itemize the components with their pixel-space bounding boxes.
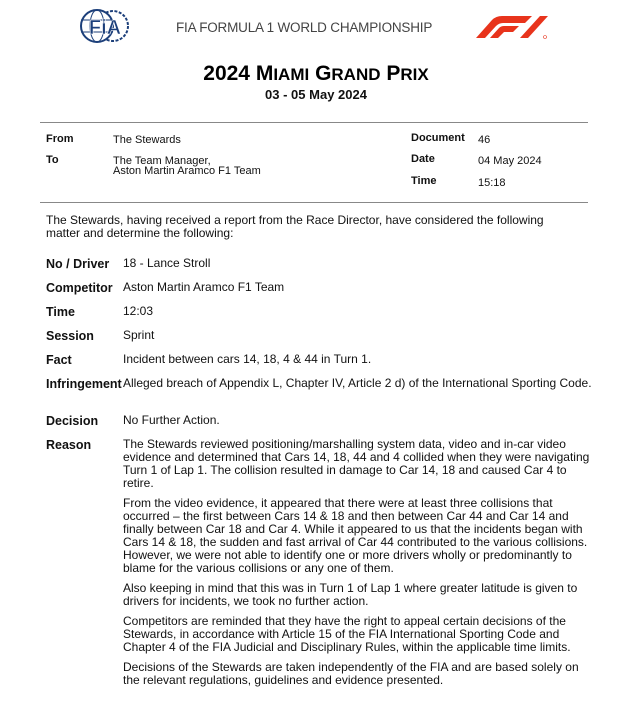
divider <box>40 122 588 123</box>
competitor-value: Aston Martin Aramco F1 Team <box>123 280 285 294</box>
title-part: RIX <box>400 65 429 84</box>
title-part: M <box>255 62 274 85</box>
session-label: Session <box>46 329 94 343</box>
title-year: 2024 <box>203 62 250 85</box>
event-dates: 03 - 05 May 2024 <box>265 87 367 102</box>
time-label: Time <box>411 175 437 187</box>
reason-paragraph: From the video evidence, it appeared that there were at least three collisions that occurred – the first between Cars 14 & 18 and then between Car 44 and Car 14 and finally between Car 18 and Car 4. While it appeared to us that the incidents began with Cars 14 & 18, the sudden and fast arrival of Car 44 contributed to the various collisions. However, we were not able to identify one or more drivers wholly or predominantly to blame for the various collisions or any one of them. <box>123 496 588 575</box>
event-title <box>0 62 632 86</box>
session-value: Sprint <box>123 328 155 342</box>
reason-label: Reason <box>46 438 92 452</box>
driver-label: No / Driver <box>46 257 110 271</box>
document-value: 46 <box>478 134 491 146</box>
reason-paragraph: The Stewards reviewed positioning/marshalling system data, video and in-car video evidence and determined that Cars 14, 18, 44 and 4 collided when they were navigating Turn 1 of Lap 1. The collision resulted in damage to Car 14, 18 and caused Car 4 to retire. <box>123 437 590 490</box>
to-label: To <box>46 154 59 166</box>
from-value: The Stewards <box>113 134 181 146</box>
title-part: G <box>315 62 332 85</box>
document-label: Document <box>411 132 465 144</box>
incident-time-label: Time <box>46 305 75 319</box>
f1-logo-icon <box>470 14 550 40</box>
reason-paragraph: Competitors are reminded that they have the right to appeal certain decisions of the Stewards, in accordance with Article 15 of the FIA International Sporting Code and Chapter 4 of the FIA Judicial and Disciplinary Rules, within the applicable time limits. <box>123 614 571 654</box>
to-value <box>113 156 261 176</box>
to-line-2: Aston Martin Aramco F1 Team <box>113 165 261 177</box>
decision-value: No Further Action. <box>123 413 220 427</box>
from-label: From <box>46 133 74 145</box>
date-value: 04 May 2024 <box>478 155 542 167</box>
infringement-value: Alleged breach of Appendix L, Chapter IV, Article 2 d) of the International Sporting Code. <box>123 376 592 390</box>
fact-label: Fact <box>46 353 72 367</box>
document-header <box>0 0 632 60</box>
fia-logo-icon <box>79 9 131 43</box>
fact-value: Incident between cars 14, 18, 4 & 44 in Turn 1. <box>123 352 372 366</box>
competitor-label: Competitor <box>46 281 113 295</box>
championship-title: FIA FORMULA 1 WORLD CHAMPIONSHIP <box>176 20 433 35</box>
title-part: RAND <box>331 65 381 84</box>
date-label: Date <box>411 153 435 165</box>
decision-label: Decision <box>46 414 99 428</box>
title-part: IAMI <box>273 65 310 84</box>
to-line-1: The Team Manager, <box>113 155 211 167</box>
driver-value: 18 - Lance Stroll <box>123 256 211 270</box>
divider <box>40 202 588 203</box>
title-part: P <box>386 62 401 85</box>
reason-paragraph: Decisions of the Stewards are taken independently of the FIA and are based solely on the relevant regulations, guidelines and evidence presented. <box>123 660 579 687</box>
time-value: 15:18 <box>478 177 506 189</box>
incident-time-value: 12:03 <box>123 304 154 318</box>
intro-text: The Stewards, having received a report from the Race Director, have considered the following matter and determine the following: <box>46 213 544 240</box>
reason-body <box>123 438 598 694</box>
reason-paragraph: Also keeping in mind that this was in Turn 1 of Lap 1 where greater latitude is given to drivers for incidents, we took no further action. <box>123 581 578 608</box>
infringement-label: Infringement <box>46 377 122 391</box>
svg-text:FiA: FiA <box>88 17 122 39</box>
